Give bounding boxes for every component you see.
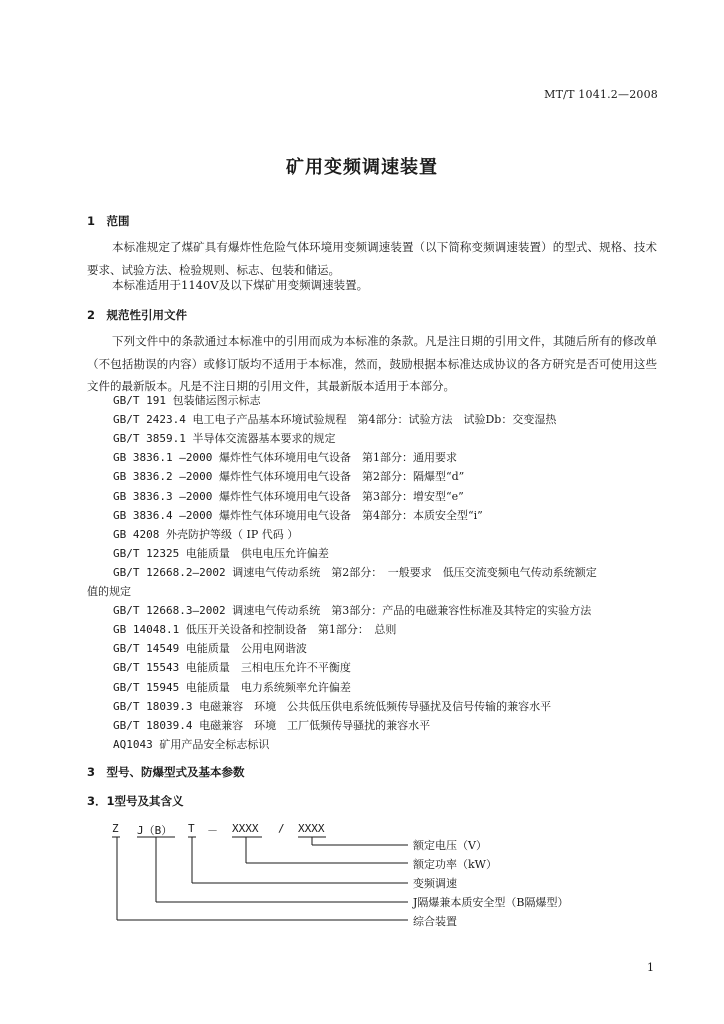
reference-code: GB/T 191 <box>113 394 166 407</box>
reference-code: GB/T 12668.2—2002 <box>113 565 226 579</box>
legend-rated-voltage: 额定电压（V） <box>413 839 487 852</box>
reference-code: GB/T 15543 <box>113 661 180 675</box>
reference-title: 值的规定 <box>87 585 131 598</box>
model-code-dash: － <box>207 824 218 837</box>
reference-code: GB/T 3859.1 <box>113 432 186 446</box>
reference-title: 电工电子产品基本环境试验规程 第4部分：试验方法 试验Db：交变湿热 <box>192 413 557 427</box>
reference-title: 爆炸性气体环境用电气设备 第1部分：通用要求 <box>218 451 457 465</box>
section-1-heading: 1 范围 <box>87 214 130 228</box>
reference-code: GB/T 18039.4 <box>113 718 193 732</box>
reference-title: 包装储运图示标志 <box>172 394 261 407</box>
section-3-1-heading: 3．1型号及其含义 <box>87 794 184 808</box>
reference-title: 电磁兼容 环境 工厂低频传导骚扰的兼容水平 <box>199 718 431 732</box>
reference-title: 爆炸性气体环境用电气设备 第4部分：本质安全型“i” <box>218 508 483 522</box>
reference-code: GB 4208 <box>113 527 160 541</box>
reference-title: 调速电气传动系统 第2部分： 一般要求 低压交流变频电气传动系统额定 <box>232 565 597 579</box>
reference-title: 矿用产品安全标志标识 <box>159 737 270 751</box>
reference-code: AQ1043 <box>113 737 153 751</box>
reference-title: 电能质量 三相电压允许不平衡度 <box>185 661 351 675</box>
reference-code: GB 3836.4 —2000 <box>113 508 213 522</box>
reference-code: GB/T 2423.4 <box>113 413 186 427</box>
reference-code: GB/T 15945 <box>113 680 180 694</box>
model-code-slash: / <box>278 822 285 835</box>
model-code-j: J（B） <box>137 824 173 837</box>
reference-title: 调速电气传动系统 第3部分：产品的电磁兼容性标准及其特定的实验方法 <box>232 604 592 618</box>
page-title: 矿用变频调速装置 <box>286 157 438 178</box>
reference-code: GB 3836.1 —2000 <box>113 451 213 465</box>
reference-title: 电磁兼容 环境 公共低压供电系统低频传导骚扰及信号传输的兼容水平 <box>199 699 552 713</box>
reference-code: GB/T 12325 <box>113 546 180 560</box>
model-code-power: XXXX <box>232 822 259 835</box>
reference-code: GB/T 18039.3 <box>113 699 193 713</box>
page-number: 1 <box>647 961 654 974</box>
reference-title: 电能质量 公用电网谐波 <box>185 642 307 656</box>
reference-code: GB 3836.3 —2000 <box>113 489 213 503</box>
model-code-voltage: XXXX <box>298 822 325 835</box>
reference-title: 半导体交流器基本要求的规定 <box>192 432 336 446</box>
legend-integrated-device: 综合装置 <box>413 915 457 928</box>
standard-number: MT/T 1041.2—2008 <box>544 88 658 101</box>
reference-code: GB 3836.2 —2000 <box>113 470 213 484</box>
legend-rated-power: 额定功率（kW） <box>413 858 497 871</box>
legend-explosion-type: J隔爆兼本质安全型（B隔爆型） <box>413 896 569 909</box>
section-1-para-1: 本标准规定了煤矿具有爆炸性危险气体环境用变频调速装置（以下简称变频调速装置）的型式、规格、技术要求、试验方法、检验规则、标志、包装和储运。 <box>87 240 657 277</box>
model-code-z: Z <box>112 822 119 835</box>
reference-title: 外壳防护等级（ IP 代码 ） <box>165 527 299 541</box>
section-2-heading: 2 规范性引用文件 <box>87 308 188 322</box>
reference-title: 电能质量 电力系统频率允许偏差 <box>185 680 351 694</box>
reference-code: GB 14048.1 <box>113 623 180 637</box>
reference-code: GB/T 12668.3—2002 <box>113 604 226 618</box>
legend-vfd: 变频调速 <box>413 877 457 890</box>
section-2-intro: 下列文件中的条款通过本标准中的引用而成为本标准的条款。凡是注日期的引用文件，其随后所有的修改单（不包括勘误的内容）或修订版均不适用于本标准，然而，鼓励根据本标准达成协议的各方研究是否可使用这些文件的最新版本。凡是不注日期的引用文件，其最新版本适用于本部分。 <box>87 334 657 394</box>
reference-title: 爆炸性气体环境用电气设备 第2部分：隔爆型“d” <box>218 470 465 484</box>
section-3-heading: 3 型号、防爆型式及基本参数 <box>87 765 245 779</box>
model-code-t: T <box>188 822 195 835</box>
reference-title: 电能质量 供电电压允许偏差 <box>185 546 329 560</box>
reference-title: 低压开关设备和控制设备 第1部分： 总则 <box>185 623 397 637</box>
section-1-para-2: 本标准适用于1140V及以下煤矿用变频调速装置。 <box>112 278 369 292</box>
reference-title: 爆炸性气体环境用电气设备 第3部分：增安型“e” <box>218 489 464 503</box>
reference-code: GB/T 14549 <box>113 642 180 656</box>
